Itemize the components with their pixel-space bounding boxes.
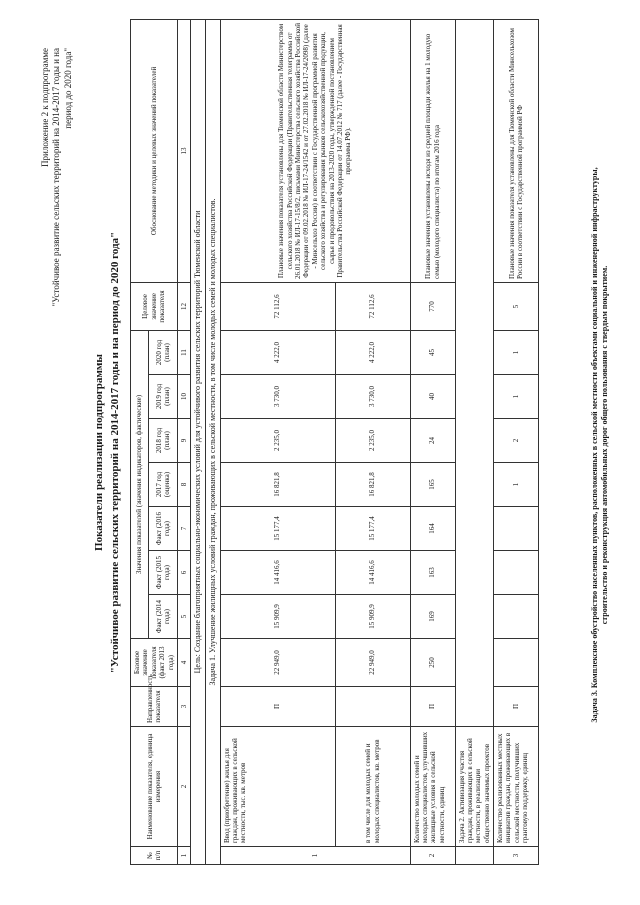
header-num: № п/п — [131, 847, 178, 865]
column-number-row — [177, 19, 190, 864]
row-2020: 4 222,0 — [335, 330, 410, 374]
row-base — [494, 639, 539, 687]
task-3-line-1: Задача 3. Комплексное обустройство населенных пунктов, расположенных в сельской местности объектами социальной и инженерной инфраструктуры, — [590, 167, 599, 723]
row-2016: 164 — [410, 507, 455, 551]
row-2018: 2 — [494, 419, 539, 463]
row-2016: 15 177,4 — [335, 507, 410, 551]
colnum: 6 — [177, 551, 190, 595]
header-final: Целевое значение показателя — [131, 282, 178, 330]
row-direction: П — [494, 687, 539, 727]
goal-row — [191, 19, 206, 864]
row-2016 — [494, 507, 539, 551]
row-2019: 40 — [410, 375, 455, 419]
colnum: 10 — [177, 375, 190, 419]
row-base: 22 949,0 — [220, 639, 335, 687]
goal-text: Цель: Создание благоприятных социально-экономических условий для устойчивого развития сельских территорий Тюменской области — [191, 19, 206, 864]
title-line-2: "Устойчивое развитие сельских территорий на 2014-2017 годы и на период до 2020 года" — [108, 231, 121, 674]
row-direction: П — [410, 687, 455, 727]
appendix-line-1: Приложение 2 к подпрограмме — [40, 48, 50, 167]
header-fact-2014: Факт (2014 года) — [148, 595, 177, 639]
row-2015: 14 416,6 — [335, 551, 410, 595]
task-1-text: Задача 1. Улучшение жилищных условий граждан, проживающих в сельской местности, в том числе молодых семей и молодых специалистов. — [205, 19, 220, 864]
row-reason: Плановые значения показателя установлены для Тюменской области Минсельхозом России в соответствии с Государственной программой РФ — [494, 19, 539, 282]
row-base: 250 — [410, 639, 455, 687]
task-3-line-2: строительство и реконструкция автомобильных дорог общего пользования с твердым покрытием. — [600, 265, 610, 625]
task-3-heading — [590, 45, 611, 845]
row-reason: Плановые значения установлены исходя из средней площади жилья на 1 молодую семью (молодого специалиста) по итогам 2016 года — [410, 19, 455, 282]
row-num: 3 — [494, 847, 539, 865]
row-2017: 165 — [410, 463, 455, 507]
row-final: 72 112,6 — [220, 282, 335, 330]
row-2019: 1 — [494, 375, 539, 419]
header-2018: 2018 год (план) — [148, 419, 177, 463]
colnum: 3 — [177, 687, 190, 727]
row-2014 — [494, 595, 539, 639]
colnum: 8 — [177, 463, 190, 507]
row-name: Количество молодых семей и молодых специалистов, улучшивших жилищные условия в сельской местности, единиц — [410, 727, 455, 847]
row-2018: 2 235,0 — [335, 419, 410, 463]
row-final: 72 112,6 — [335, 282, 410, 330]
colnum: 11 — [177, 330, 190, 374]
colnum: 1 — [177, 847, 190, 865]
row-2014: 169 — [410, 595, 455, 639]
colnum: 7 — [177, 507, 190, 551]
row-base: 22 949,0 — [335, 639, 410, 687]
row-2020: 4 222,0 — [220, 330, 335, 374]
table-row — [410, 19, 455, 864]
row-2016: 15 177,4 — [220, 507, 335, 551]
row-2020: 45 — [410, 330, 455, 374]
header-values-group: Значения показателей (значения индикаторов, фактические) — [131, 330, 149, 638]
row-direction: П — [220, 687, 335, 727]
table-row — [220, 19, 335, 864]
task-2-row — [455, 19, 494, 864]
row-final: 770 — [410, 282, 455, 330]
header-base: Базовое значение показателя (факт 2013 года) — [131, 639, 178, 687]
header-2019: 2019 год (план) — [148, 375, 177, 419]
row-2018: 2 235,0 — [220, 419, 335, 463]
row-name: Количество реализованных местных инициатив граждан, проживающих в сельской местности, получивших грантовую поддержку, единиц — [494, 727, 539, 847]
colnum: 5 — [177, 595, 190, 639]
colnum: 4 — [177, 639, 190, 687]
header-reason: Обоснование методики и целевых значений показателей — [131, 19, 178, 282]
row-2017: 1 — [494, 463, 539, 507]
table-row — [494, 19, 539, 864]
row-direction — [335, 687, 410, 727]
row-reason: Плановые значения показателя установлены для Тюменской области Министерством сельского хозяйства Российской Федерации (Правительственная телеграмма от 26.01.2018 № ИЛ-17-15/8/2, письмами Министерства сельского хозяйства Российской Федерации от 09.02.2018 № ИЛ-17-24/1542 и от 27.02.2018 № ИЛ-17-24/2098) (далее - Минсельхоз России) в соответствии с Государственной программой развития сельского хозяйства и регулирования рынков сельскохозяйственной продукции, сырья и продовольствия на 2013-2020 годы, утвержденной постановлением Правительства Российской Федерации от 14.07.2012 № 717 (далее - Государственная программа РФ). — [220, 19, 410, 282]
row-final: 5 — [494, 282, 539, 330]
row-2014: 15 909,9 — [335, 595, 410, 639]
appendix-note — [40, 48, 74, 308]
row-2015 — [494, 551, 539, 595]
colnum: 12 — [177, 282, 190, 330]
row-2017: 16 821,8 — [220, 463, 335, 507]
header-2020: 2020 год (план) — [148, 330, 177, 374]
task-2-text: Задача 2. Активизация участия граждан, проживающих в сельской местности, в реализации общественно значимых проектов — [455, 727, 494, 847]
colnum: 2 — [177, 727, 190, 847]
row-name: в том числе для молодых семей и молодых специалистов, кв. метров — [335, 727, 410, 847]
row-2014: 15 909,9 — [220, 595, 335, 639]
header-fact-2015: Факт (2015 года) — [148, 551, 177, 595]
header-row-1 — [131, 19, 149, 864]
row-2015: 14 416,6 — [220, 551, 335, 595]
row-2017: 16 821,8 — [335, 463, 410, 507]
row-2019: 3 730,0 — [335, 375, 410, 419]
task-1-row — [205, 19, 220, 864]
indicators-table — [130, 19, 539, 865]
row-2018: 24 — [410, 419, 455, 463]
appendix-line-3: период до 2020 года" — [62, 48, 73, 129]
row-name: Ввод (приобретение) жилья для граждан, проживающих в сельской местности, тыс. кв. метров — [220, 727, 335, 847]
row-num: 1 — [220, 847, 410, 865]
header-fact-2016: Факт (2016 года) — [148, 507, 177, 551]
appendix-line-2: "Устойчивое развитие сельских территорий на 2014-2017 годы и на — [51, 48, 62, 307]
row-2015: 163 — [410, 551, 455, 595]
colnum: 9 — [177, 419, 190, 463]
title-line-1: Показатели реализации подпрограммы — [93, 354, 105, 551]
row-2019: 3 730,0 — [220, 375, 335, 419]
colnum: 13 — [177, 19, 190, 282]
header-2017: 2017 год (оценка) — [148, 463, 177, 507]
row-num: 2 — [410, 847, 455, 865]
header-name: Наименование показателя, единица измерения — [131, 727, 178, 847]
header-direction: Направленность показателя — [131, 687, 178, 727]
row-2020: 1 — [494, 330, 539, 374]
document-title — [92, 0, 124, 905]
